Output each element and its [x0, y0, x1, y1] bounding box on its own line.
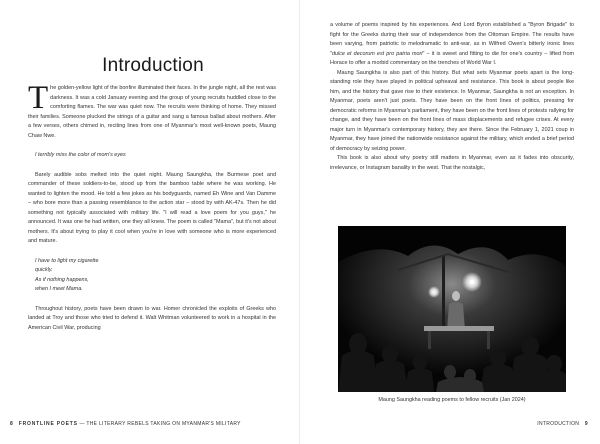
series-subtitle: — THE LITERARY REBELS TAKING ON MYANMAR'S MILITARY	[79, 421, 241, 427]
poem-line: quickly.	[35, 267, 53, 273]
chapter-title: Introduction	[102, 54, 204, 76]
left-body-text	[28, 80, 276, 333]
body-paragraph-4: Maung Saungkha is also part of this history. But what sets Myanmar poets apart is the long-standing role they have played in political upheaval and resistance. This book is about people like him, and the history that gave rise to their existence. In Myanmar, Saungkha is not an exception. In Myanmar, poets aren't just poets. They have been on the front lines of politics, pressing for democratic reforms in Myanmar's parliament, they have been on the front lines of protests rallying for change, and they have been on the front lines of mass displacements and refugee crises. At every major turn in Myanmar's contemporary history, they are there. Since the February 1, 2021 coup in Myanmar, they have joined the nationwide resistance against the military, which ended a brief period of democracy by seizing power.	[330, 69, 574, 152]
night-photo	[338, 226, 566, 392]
poem-block	[35, 257, 276, 295]
left-page-number: 8	[10, 421, 14, 427]
continued-text-b: " – it is sweet and fitting to die for one's country – lifted from Horace to offer a morbid commentary on the trenches of World War I.	[330, 50, 574, 66]
epigraph-quote: I terribly miss the color of mom's eyes	[35, 152, 126, 158]
opening-paragraph	[28, 80, 276, 141]
photo-caption: Maung Saungkha reading poems to fellow recruits (Jan 2024)	[378, 397, 526, 403]
latin-phrase: dulce et decorum est pro patria mori	[331, 50, 423, 57]
poem-line: when I meet Mama.	[35, 286, 83, 292]
opening-paragraph-text: he golden-yellow light of the bonfire illuminated their faces. In the jungle night, all the rest was darkness. It was a cold January evening and the group of young recruits huddled close to the comforting flames. The war was quiet now. The recruits were thinking of home. They missed their families. Someone plucked the strings of a guitar and sang a famous ballad about mothers. After a few verses, others chimed in, reciting lines from one of Myanmar's most well-known poets, Maung Chaw Nwe.	[28, 85, 276, 139]
right-folio	[537, 421, 588, 427]
body-paragraph-3: Throughout history, poets have been drawn to war. Homer chronicled the exploits of Greeks who landed at Troy and those who tried to defend it. Walt Whitman volunteered to work in a hospital in the American Civil War, producing	[28, 305, 276, 331]
poem-line: As if nothing happens,	[35, 276, 89, 283]
left-folio	[10, 421, 241, 427]
body-paragraph-5: This book is also about why poetry still matters in Myanmar, even as it fades into obscurity, irrelevance, or Instagram banality in the west. That the nostalgic,	[330, 155, 574, 171]
right-body-text	[330, 21, 574, 173]
body-paragraph-2: Barely audible sobs melted into the quiet night. Maung Saungkha, the Burmese poet and commander of these soldiers-to-be, stood up from the bamboo table where he was working. He wanted to lighten the mood. He told a few jokes as his bodyguards, named Eh Wine and Van Damme – who bore more than a passing resemblance to the action star – stood by with AK-47s. Then he did something not typically associated with military life. "I will read a love poem for you guys," he announced. It was one he had written, one they all knew. The poem is called "Mama", but it's not about mothers. It's about trying to play it cool when you're in love with someone who is more experienced and mature.	[28, 171, 276, 244]
right-page	[300, 0, 600, 444]
poem-line: I have to light my cigarette	[35, 257, 99, 264]
continued-paragraph	[330, 21, 574, 69]
photo-illustration	[338, 226, 566, 392]
section-title: INTRODUCTION	[537, 421, 580, 427]
continued-text-a: a volume of poems inspired by his experiences. And Lord Byron established a "Byron Brigade" to fight for the Greeks during their war of independence from the Ottoman Empire. The results have been varying, from patriotic to melodramatic to anti-war, as in Wilfred Owen's bitterly ironic lines "	[330, 22, 574, 57]
series-title: FRONTLINE POETS	[18, 421, 78, 427]
right-page-number: 9	[584, 421, 588, 427]
drop-cap: T	[28, 80, 49, 116]
